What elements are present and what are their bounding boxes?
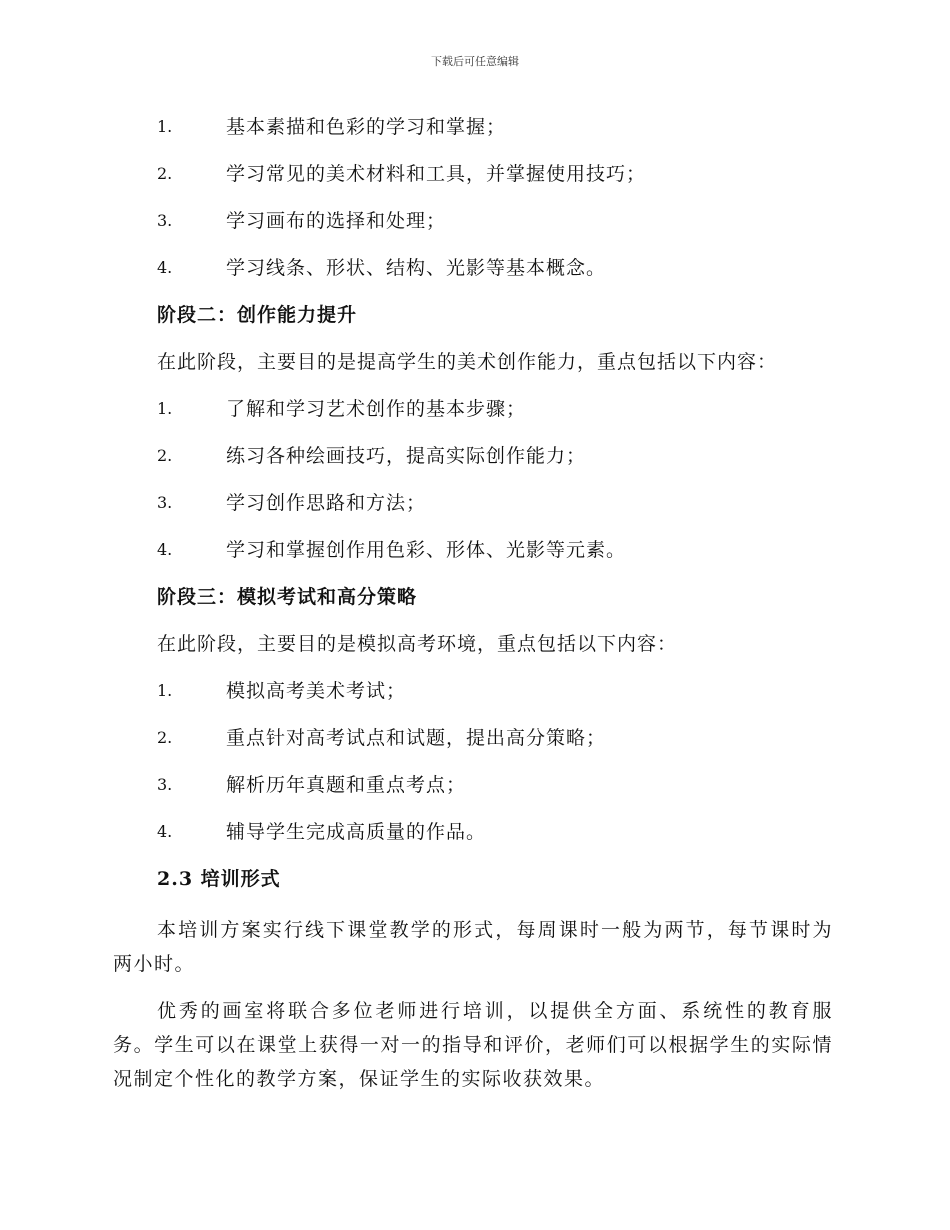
stage3-intro: 在此阶段，主要目的是模拟高考环境，重点包括以下内容：	[157, 633, 678, 655]
list-item	[113, 157, 833, 204]
list-item	[113, 768, 833, 815]
page-header: 下载后可任意编辑	[431, 55, 519, 68]
list-text: 解析历年真题和重点考点；	[226, 774, 467, 796]
list-text: 了解和学习艺术创作的基本步骤；	[226, 398, 527, 420]
list-text: 学习线条、形状、结构、光影等基本概念。	[226, 257, 607, 279]
list-item	[113, 721, 833, 768]
document-body	[113, 110, 833, 1109]
list-number: 3.	[157, 775, 173, 794]
list-text: 学习和掌握创作用色彩、形体、光影等元素。	[226, 539, 627, 561]
list-text: 辅导学生完成高质量的作品。	[226, 821, 487, 843]
list-text: 学习常见的美术材料和工具，并掌握使用技巧；	[226, 163, 647, 185]
list-text: 学习画布的选择和处理；	[226, 210, 447, 232]
list-text: 重点针对高考试点和试题，提出高分策略；	[226, 727, 607, 749]
list-text: 学习创作思路和方法；	[226, 492, 427, 514]
list-number: 1.	[157, 399, 173, 418]
list-number: 1.	[157, 117, 173, 136]
list-item	[113, 486, 833, 533]
list-item	[113, 110, 833, 157]
stage3-heading: 阶段三：模拟考试和高分策略	[157, 586, 418, 608]
paragraph: 优秀的画室将联合多位老师进行培训，以提供全方面、系统性的教育服务。学生可以在课堂上获得一对一的指导和评价，老师们可以根据学生的实际情况制定个性化的教学方案，保证学生的实际收获效果。	[113, 1000, 833, 1090]
list-item	[113, 533, 833, 580]
paragraph: 本培训方案实行线下课堂教学的形式，每周课时一般为两节，每节课时为两小时。	[113, 919, 833, 975]
list-item	[113, 815, 833, 862]
list-item	[113, 251, 833, 298]
list-text: 模拟高考美术考试；	[226, 680, 407, 702]
list-number: 3.	[157, 493, 173, 512]
list-number: 2.	[157, 164, 173, 183]
stage2-intro: 在此阶段，主要目的是提高学生的美术创作能力，重点包括以下内容：	[157, 351, 778, 373]
list-item	[113, 204, 833, 251]
list-number: 4.	[157, 258, 173, 277]
list-text: 基本素描和色彩的学习和掌握；	[226, 116, 507, 138]
stage2-heading: 阶段二：创作能力提升	[157, 304, 358, 326]
list-text: 练习各种绘画技巧，提高实际创作能力；	[226, 445, 587, 467]
list-number: 4.	[157, 540, 173, 559]
list-number: 1.	[157, 681, 173, 700]
list-number: 2.	[157, 728, 173, 747]
list-item	[113, 674, 833, 721]
list-number: 4.	[157, 822, 173, 841]
list-number: 2.	[157, 446, 173, 465]
list-number: 3.	[157, 211, 173, 230]
list-item	[113, 392, 833, 439]
section-heading: 2.3 培训形式	[157, 868, 281, 890]
list-item	[113, 439, 833, 486]
